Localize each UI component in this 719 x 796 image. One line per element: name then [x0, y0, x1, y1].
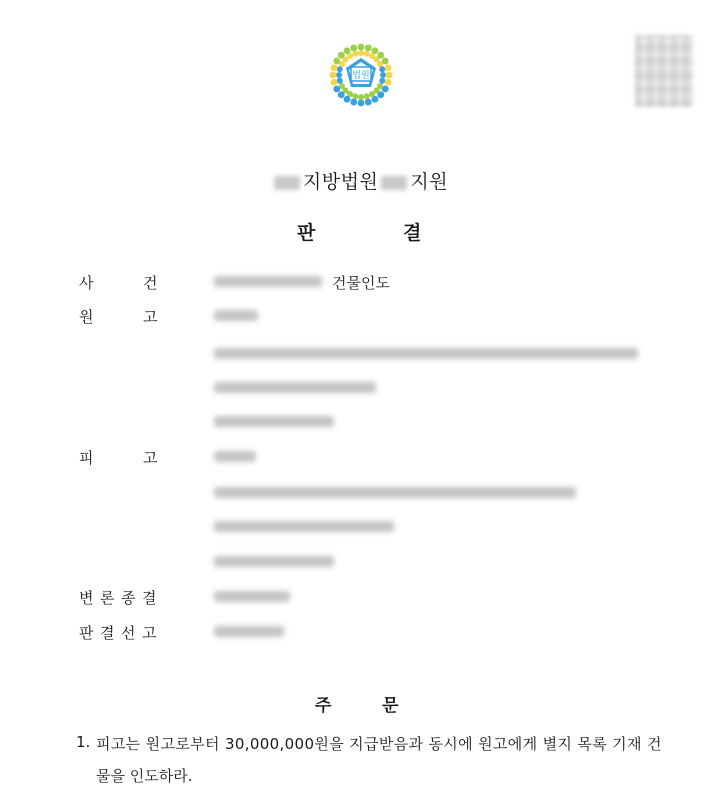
- emblem-petal: [344, 47, 351, 54]
- emblem-petal: [358, 44, 365, 51]
- emblem-petal: [380, 72, 386, 78]
- qr-code: [635, 35, 693, 107]
- emblem-petal: [372, 96, 379, 103]
- emblem-petal: [385, 79, 392, 86]
- emblem-petal: [377, 52, 384, 59]
- redacted-plaintiff-representative: [214, 416, 334, 427]
- redacted-text: [274, 176, 300, 190]
- court-name: 지방법원 지원: [0, 167, 719, 194]
- redacted-hearing-date: [214, 591, 290, 602]
- redacted-defendant-representative: [214, 556, 334, 567]
- emblem-petal: [382, 86, 389, 93]
- emblem-petal: [365, 99, 372, 106]
- judgment-heading: 판 결: [297, 222, 422, 244]
- emblem-petal: [350, 45, 357, 52]
- emblem-petal: [350, 99, 357, 106]
- emblem-petal: [344, 96, 351, 103]
- redacted-defendant-address: [214, 487, 576, 498]
- redacted-plaintiff-name: [214, 310, 258, 321]
- redacted-case-number: [214, 276, 322, 287]
- emblem-petal: [331, 64, 338, 71]
- emblem-petal: [358, 50, 364, 56]
- emblem-petal: [358, 94, 364, 100]
- emblem-petal: [331, 79, 338, 86]
- emblem-petal: [352, 93, 358, 99]
- emblem-petal: [336, 72, 342, 78]
- order-item-text-line2: 물을 인도하라.: [96, 767, 193, 785]
- case-name: 건물인도: [332, 274, 390, 292]
- emblem-petal: [338, 52, 345, 59]
- emblem-petal: [337, 66, 343, 72]
- emblem-petal: [377, 91, 384, 98]
- order-heading: 주 문: [315, 696, 399, 716]
- redacted-sentencing-date: [214, 626, 284, 637]
- emblem-petal: [379, 78, 385, 84]
- emblem-petal: [364, 51, 370, 57]
- emblem-petal: [338, 91, 345, 98]
- emblem-petal: [386, 72, 393, 79]
- emblem-petal: [372, 47, 379, 54]
- court-emblem-icon: [326, 40, 396, 110]
- redacted-plaintiff-agent: [214, 382, 376, 393]
- emblem-petal: [382, 58, 389, 65]
- redacted-text: [381, 176, 407, 190]
- svg-text:법원: 법원: [352, 71, 370, 81]
- emblem-petal: [333, 58, 340, 65]
- emblem-petal: [337, 78, 343, 84]
- emblem-petal: [365, 45, 372, 52]
- emblem-petal: [385, 64, 392, 71]
- emblem-petal: [379, 66, 385, 72]
- redacted-defendant-name: [214, 451, 256, 462]
- redacted-plaintiff-address: [214, 348, 638, 359]
- emblem-petal: [330, 72, 337, 79]
- redacted-defendant-agent: [214, 521, 394, 532]
- judgment-document: 법원 지방법원 지원 판 결 사 건 건물인도 원 고 피 고 변 론 종 결 판 결 선 고 주 문 1. 피고는 원고로부터 30,000,000원을 지급받음과 동시에 원고에게 별지 목록 기재 건 물을 인도하라.: [0, 0, 719, 796]
- emblem-petal: [358, 100, 365, 107]
- emblem-petal: [333, 86, 340, 93]
- order-item-number: 1.: [76, 733, 91, 751]
- emblem-petal: [364, 93, 370, 99]
- order-item-text-line1: 피고는 원고로부터 30,000,000원을 지급받음과 동시에 원고에게 별지 목록 기재 건: [96, 735, 662, 753]
- emblem-petal: [352, 51, 358, 57]
